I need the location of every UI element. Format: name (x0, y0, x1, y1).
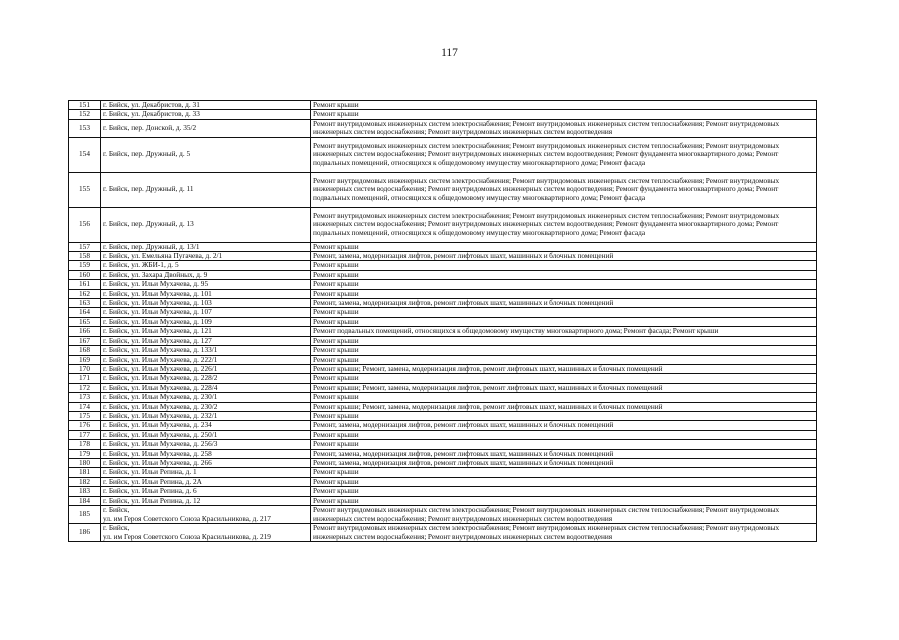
row-address: г. Бийск, пер. Дружный, д. 13 (101, 207, 311, 242)
row-address: г. Бийск, ул. Ильи Мухачева, д. 230/1 (101, 393, 311, 402)
table-row (69, 172, 817, 207)
row-number: 169 (69, 355, 101, 364)
row-number: 167 (69, 336, 101, 345)
table-row (69, 477, 817, 486)
table-row (69, 119, 817, 137)
row-works: Ремонт, замена, модернизация лифтов, ремонт лифтовых шахт, машинных и блочных помещений (311, 252, 817, 261)
row-number: 160 (69, 270, 101, 279)
row-works: Ремонт крыши (311, 242, 817, 251)
row-address: г. Бийск, ул. Ильи Мухачева, д. 226/1 (101, 364, 311, 373)
row-number: 177 (69, 430, 101, 439)
table-row (69, 207, 817, 242)
table-row (69, 364, 817, 373)
row-address: г. Бийск, ул. Ильи Мухачева, д. 101 (101, 289, 311, 298)
row-works: Ремонт крыши (311, 280, 817, 289)
table-row (69, 327, 817, 336)
row-address: г. Бийск, ул. Ильи Мухачева, д. 127 (101, 336, 311, 345)
row-number: 152 (69, 110, 101, 119)
row-address: г. Бийск, ул. Ильи Репина, д. 12 (101, 496, 311, 505)
row-number: 180 (69, 458, 101, 467)
table-row (69, 496, 817, 505)
table-row (69, 252, 817, 261)
table-row (69, 393, 817, 402)
row-address: г. Бийск, ул. Ильи Мухачева, д. 256/3 (101, 440, 311, 449)
row-address: г. Бийск, пер. Дружный, д. 5 (101, 137, 311, 172)
table-row (69, 374, 817, 383)
row-number: 183 (69, 487, 101, 496)
table-row (69, 468, 817, 477)
table-row (69, 449, 817, 458)
row-number: 156 (69, 207, 101, 242)
row-address: г. Бийск, ул. Декабристов, д. 31 (101, 101, 311, 110)
row-number: 159 (69, 261, 101, 270)
table-row (69, 242, 817, 251)
row-address: г. Бийск, ул. Ильи Мухачева, д. 103 (101, 299, 311, 308)
row-works: Ремонт крыши (311, 393, 817, 402)
row-works: Ремонт крыши (311, 317, 817, 326)
row-works: Ремонт, замена, модернизация лифтов, ремонт лифтовых шахт, машинных и блочных помещений (311, 458, 817, 467)
row-address: г. Бийск, ул. Декабристов, д. 33 (101, 110, 311, 119)
row-works: Ремонт крыши; Ремонт, замена, модернизация лифтов, ремонт лифтовых шахт, машинных и блочных помещений (311, 364, 817, 373)
row-address: г. Бийск, ул. Захара Двойных, д. 9 (101, 270, 311, 279)
table-row (69, 317, 817, 326)
row-address: г. Бийск, ул. Ильи Мухачева, д. 258 (101, 449, 311, 458)
row-address: г. Бийск, пер. Донской, д. 35/2 (101, 119, 311, 137)
row-number: 176 (69, 421, 101, 430)
row-works: Ремонт крыши; Ремонт, замена, модернизация лифтов, ремонт лифтовых шахт, машинных и блочных помещений (311, 383, 817, 392)
row-works: Ремонт крыши (311, 440, 817, 449)
row-works: Ремонт, замена, модернизация лифтов, ремонт лифтовых шахт, машинных и блочных помещений (311, 449, 817, 458)
row-works: Ремонт крыши (311, 289, 817, 298)
row-works: Ремонт внутридомовых инженерных систем электроснабжения; Ремонт внутридомовых инженерных систем теплоснабжения; Ремонт внутридомовых инженерных систем водоснабжения; Ремонт внутридомовых инженерных систем водоотведения (311, 506, 817, 524)
row-works: Ремонт крыши (311, 355, 817, 364)
row-works: Ремонт крыши (311, 110, 817, 119)
row-number: 186 (69, 524, 101, 542)
table-row (69, 440, 817, 449)
row-number: 185 (69, 506, 101, 524)
table-row (69, 458, 817, 467)
table-row (69, 308, 817, 317)
row-works: Ремонт, замена, модернизация лифтов, ремонт лифтовых шахт, машинных и блочных помещений (311, 421, 817, 430)
row-works: Ремонт крыши (311, 270, 817, 279)
row-works: Ремонт крыши (311, 101, 817, 110)
row-works: Ремонт крыши (311, 308, 817, 317)
table-row (69, 110, 817, 119)
row-address: г. Бийск, ул. Ильи Репина, д. 6 (101, 487, 311, 496)
repair-list-table (68, 100, 817, 542)
row-works: Ремонт крыши (311, 411, 817, 420)
table-body (69, 101, 817, 542)
row-number: 168 (69, 346, 101, 355)
row-address: г. Бийск, ул. Емельяна Пугачева, д. 2/1 (101, 252, 311, 261)
row-works: Ремонт внутридомовых инженерных систем электроснабжения; Ремонт внутридомовых инженерных систем теплоснабжения; Ремонт внутридомовых инженерных систем водоснабжения; Ремонт внутридомовых инженерных систем водоотведения (311, 119, 817, 137)
row-number: 181 (69, 468, 101, 477)
row-works: Ремонт крыши; Ремонт, замена, модернизация лифтов, ремонт лифтовых шахт, машинных и блочных помещений (311, 402, 817, 411)
table-row (69, 101, 817, 110)
row-address: г. Бийск, ул. Ильи Мухачева, д. 228/4 (101, 383, 311, 392)
row-address: г. Бийск, ул. Ильи Мухачева, д. 107 (101, 308, 311, 317)
table-row (69, 336, 817, 345)
row-works: Ремонт крыши (311, 430, 817, 439)
row-number: 178 (69, 440, 101, 449)
table-row (69, 270, 817, 279)
row-number: 164 (69, 308, 101, 317)
table-row (69, 289, 817, 298)
row-number: 171 (69, 374, 101, 383)
row-works: Ремонт внутридомовых инженерных систем электроснабжения; Ремонт внутридомовых инженерных систем теплоснабжения; Ремонт внутридомовых инженерных систем водоснабжения; Ремонт внутридомовых инженерных систем водоотведения (311, 524, 817, 542)
row-works: Ремонт крыши (311, 477, 817, 486)
row-address: г. Бийск, ул. Ильи Мухачева, д. 232/1 (101, 411, 311, 420)
row-address: г. Бийск, ул. Ильи Мухачева, д. 109 (101, 317, 311, 326)
row-works: Ремонт крыши (311, 346, 817, 355)
row-works: Ремонт, замена, модернизация лифтов, ремонт лифтовых шахт, машинных и блочных помещений (311, 299, 817, 308)
table-row (69, 402, 817, 411)
row-works: Ремонт крыши (311, 261, 817, 270)
table-row (69, 280, 817, 289)
row-address: г. Бийск, пер. Дружный, д. 11 (101, 172, 311, 207)
row-number: 182 (69, 477, 101, 486)
row-number: 179 (69, 449, 101, 458)
table-row (69, 421, 817, 430)
row-number: 154 (69, 137, 101, 172)
row-address: г. Бийск, ул. ЖБИ-1, д. 5 (101, 261, 311, 270)
table-row (69, 355, 817, 364)
row-number: 155 (69, 172, 101, 207)
row-address: г. Бийск, ул. Ильи Мухачева, д. 133/1 (101, 346, 311, 355)
row-address: г. Бийск, ул. им Героя Советского Союза Красильникова, д. 219 (101, 524, 311, 542)
table-row (69, 506, 817, 524)
table-row (69, 430, 817, 439)
row-number: 153 (69, 119, 101, 137)
row-works: Ремонт крыши (311, 496, 817, 505)
row-address: г. Бийск, ул. Ильи Мухачева, д. 228/2 (101, 374, 311, 383)
row-address: г. Бийск, ул. Ильи Мухачева, д. 266 (101, 458, 311, 467)
row-works: Ремонт крыши (311, 468, 817, 477)
row-address: г. Бийск, ул. Ильи Мухачева, д. 234 (101, 421, 311, 430)
row-address: г. Бийск, ул. Ильи Мухачева, д. 250/1 (101, 430, 311, 439)
table-row (69, 524, 817, 542)
row-number: 157 (69, 242, 101, 251)
row-address: г. Бийск, ул. Ильи Репина, д. 1 (101, 468, 311, 477)
row-address: г. Бийск, ул. Ильи Мухачева, д. 230/2 (101, 402, 311, 411)
page-number: 117 (441, 47, 458, 59)
table-row (69, 411, 817, 420)
row-number: 172 (69, 383, 101, 392)
row-number: 174 (69, 402, 101, 411)
row-number: 173 (69, 393, 101, 402)
table-row (69, 383, 817, 392)
row-works: Ремонт крыши (311, 374, 817, 383)
row-number: 184 (69, 496, 101, 505)
row-number: 161 (69, 280, 101, 289)
row-address: г. Бийск, ул. Ильи Мухачева, д. 121 (101, 327, 311, 336)
row-address: г. Бийск, ул. Ильи Мухачева, д. 95 (101, 280, 311, 289)
table-row (69, 487, 817, 496)
table-row (69, 346, 817, 355)
row-number: 151 (69, 101, 101, 110)
row-number: 158 (69, 252, 101, 261)
row-address: г. Бийск, ул. Ильи Мухачева, д. 222/1 (101, 355, 311, 364)
row-works: Ремонт крыши (311, 487, 817, 496)
row-number: 163 (69, 299, 101, 308)
row-works: Ремонт внутридомовых инженерных систем электроснабжения; Ремонт внутридомовых инженерных систем теплоснабжения; Ремонт внутридомовых инженерных систем водоснабжения; Ремонт внутридомовых инженерных систем водоотведения; Ремонт фундамента многоквартирного дома; Ремонт подвальных помещений, относящихся к общедомовому имуществу многоквартирного дома; Ремонт фасада (311, 207, 817, 242)
row-works: Ремонт внутридомовых инженерных систем электроснабжения; Ремонт внутридомовых инженерных систем теплоснабжения; Ремонт внутридомовых инженерных систем водоснабжения; Ремонт внутридомовых инженерных систем водоотведения; Ремонт фундамента многоквартирного дома; Ремонт подвальных помещений, относящихся к общедомовому имуществу многоквартирного дома; Ремонт фасада (311, 137, 817, 172)
row-number: 165 (69, 317, 101, 326)
table-row (69, 137, 817, 172)
row-number: 175 (69, 411, 101, 420)
row-address: г. Бийск, ул. им Героя Советского Союза Красильникова, д. 217 (101, 506, 311, 524)
table-row (69, 299, 817, 308)
row-works: Ремонт подвальных помещений, относящихся к общедомовому имуществу многоквартирного дома; Ремонт фасада; Ремонт крыши (311, 327, 817, 336)
table-row (69, 261, 817, 270)
row-number: 162 (69, 289, 101, 298)
row-number: 170 (69, 364, 101, 373)
row-number: 166 (69, 327, 101, 336)
row-works: Ремонт внутридомовых инженерных систем электроснабжения; Ремонт внутридомовых инженерных систем теплоснабжения; Ремонт внутридомовых инженерных систем водоснабжения; Ремонт внутридомовых инженерных систем водоотведения; Ремонт фундамента многоквартирного дома; Ремонт подвальных помещений, относящихся к общедомовому имуществу многоквартирного дома; Ремонт фасада (311, 172, 817, 207)
row-address: г. Бийск, ул. Ильи Репина, д. 2А (101, 477, 311, 486)
row-works: Ремонт крыши (311, 336, 817, 345)
row-address: г. Бийск, пер. Дружный, д. 13/1 (101, 242, 311, 251)
